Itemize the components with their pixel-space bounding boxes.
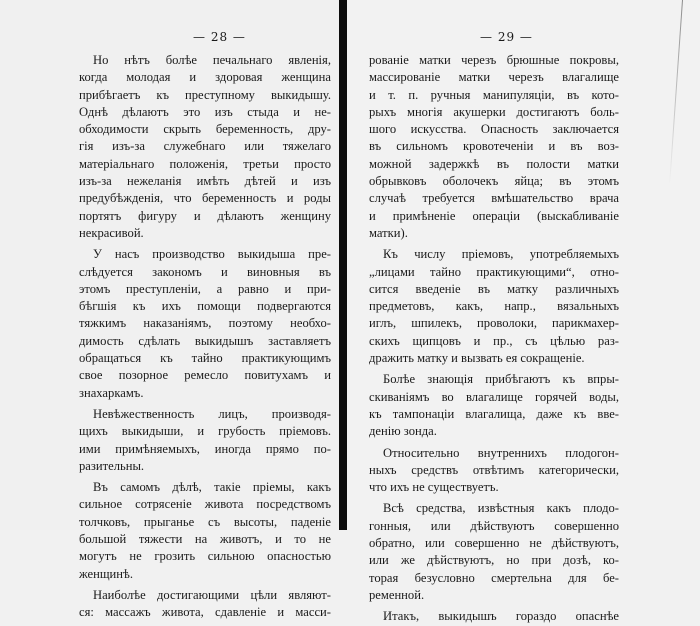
text-line: большой тяжести на животъ, и то не (79, 532, 331, 547)
paragraph (79, 587, 331, 622)
text-line: могутъ не грозить сильною опасностью (79, 549, 331, 564)
text-line: и примѣненіе операціи (выскабливаніе (369, 208, 619, 223)
paragraph (369, 445, 619, 497)
text-line: матеріальнаго положенія, третьи просто (79, 156, 331, 171)
text-line: ими примѣняемыхъ, иногда прямо по- (79, 441, 331, 456)
text-line: дражить матку и вызвать ея сокращеніе. (369, 351, 585, 366)
text-line: торая безусловно смертельна для бе- (369, 570, 619, 585)
text-line: когда молодая и здоровая женщина (79, 70, 331, 85)
text-line: обходимости скрыть беременность, дру- (79, 122, 331, 137)
text-line: Въ самомъ дѣлѣ, такіе пріемы, какъ (93, 480, 331, 495)
text-line: обращаться къ тайно практикующимъ (79, 351, 331, 366)
text-line: сится введеніе въ матку различныхъ (369, 281, 619, 296)
text-line: Но нѣтъ болѣе печальнаго явленія, (93, 53, 331, 67)
text-line: что ихъ не существуетъ. (369, 480, 499, 495)
paragraph (369, 500, 619, 604)
right-page (347, 0, 700, 624)
text-line: можной задержкѣ въ полости матки (369, 156, 619, 171)
text-line: скиваніямъ во влагалище горячей воды, (369, 389, 619, 404)
paragraph (369, 52, 619, 242)
text-line: матки). (369, 225, 408, 240)
text-line: женщинѣ. (79, 566, 134, 581)
text-line: денію зонда. (369, 424, 437, 439)
text-line: иглъ, шпилекъ, проволоки, парикмахер- (369, 316, 619, 331)
text-line: прибѣгаетъ къ преступному выкидышу. (79, 87, 331, 102)
text-line: портятъ фигуру и дѣлаютъ женщину (79, 208, 331, 223)
text-line: предметовъ, какъ, напр., вязальныхъ (369, 299, 619, 314)
text-line: толчковъ, прыганье съ высоты, паденіе (79, 514, 331, 529)
paragraph (369, 608, 619, 625)
text-line: ся: массажъ живота, сдавленіе и масси- (79, 605, 331, 620)
text-line: ныхъ средствъ отвѣтимъ категорически, (369, 462, 619, 477)
text-line: скихъ щипцовъ и пр., съ цѣлью раз- (369, 333, 619, 348)
paragraph (369, 371, 619, 440)
text-line: этомъ преступленіи, а равно и при- (79, 281, 331, 296)
text-line: Къ числу пріемовъ, употребляемыхъ (383, 247, 619, 262)
text-line: тяжкимъ наказаніямъ, поэтому необхо- (79, 316, 331, 331)
text-line: Болѣе знающія прибѣгаютъ къ впры- (383, 372, 619, 387)
text-line: Всѣ средства, извѣстныя какъ плодо- (383, 501, 619, 516)
text-line: ременной. (369, 587, 425, 602)
text-line: и т. п. ручныя манипуляціи, въ кото- (369, 87, 619, 102)
text-line: свое позорное ремесло повитухамъ и (79, 368, 331, 383)
paragraph (369, 246, 619, 367)
text-line: Однѣ дѣлаютъ это изъ стыда и не- (79, 104, 331, 119)
text-line: обратно, или совершенно не дѣйствуютъ, (369, 536, 619, 551)
text-line: Невѣжественность лицъ, производя- (93, 406, 331, 421)
text-line: димость сдѣлать выкидышъ заставляетъ (79, 333, 331, 348)
text-line: Наиболѣе достигающими цѣли являют- (93, 587, 331, 602)
text-line: рованіе матки черезъ брюшные покровы, (369, 53, 619, 67)
paragraph (79, 479, 331, 583)
text-line: къ тампонаціи влагалища, даже къ вве- (369, 406, 619, 421)
text-line: массированіе матки черезъ влагалище (369, 70, 619, 85)
text-line: Относительно внутреннихъ плодогон- (383, 445, 619, 460)
page-number: — 28 — (193, 30, 246, 44)
paragraph (79, 52, 331, 242)
text-line: или же дѣйствуютъ, но при дозѣ, ко- (369, 553, 619, 568)
text-line: гія изъ-за служебнаго или тяжелаго (79, 139, 331, 154)
paragraph (79, 246, 331, 402)
page-number: — 29 — (480, 30, 533, 44)
text-line: въ сильномъ кровотеченіи и въ воз- (369, 139, 619, 154)
text-line: разительны. (79, 458, 145, 473)
left-page (0, 0, 339, 620)
text-line: предубѣжденія, что беременность и роды (79, 191, 331, 206)
paragraph (79, 406, 331, 475)
text-line: гонныя, или дѣйствуютъ совершенно (369, 518, 619, 533)
text-line: У насъ производство выкидыша пре- (93, 247, 331, 262)
text-line: „лицами тайно практикующими“, отно- (369, 264, 619, 279)
text-line: бѣгшія къ ихъ помощи подвергаются (79, 299, 331, 314)
text-line: сильное сотрясеніе живота посредствомъ (79, 497, 331, 512)
text-line: некрасивой. (79, 225, 144, 240)
text-line: знахаркамъ. (79, 385, 144, 400)
text-line: щихъ выкидыши, и грубость пріемовъ. (79, 424, 331, 439)
page-text (79, 52, 331, 622)
text-line: случаѣ требуется вмѣшательство врача (369, 191, 619, 206)
page-text (369, 52, 619, 626)
book-spine (339, 0, 347, 530)
text-line: изъ-за нежеланія имѣть дѣтей и изъ (79, 174, 331, 189)
text-line: Итакъ, выкидышъ гораздо опаснѣе (383, 609, 619, 624)
text-line: шого искусства. Опасность заключается (369, 122, 619, 137)
text-line: слѣдуется закономъ и виновныя въ (79, 264, 331, 279)
text-line: рыхъ многія акушерки достигаютъ боль- (369, 104, 619, 119)
text-line: обрывковъ оболочекъ яйца; въ этомъ (369, 174, 619, 189)
